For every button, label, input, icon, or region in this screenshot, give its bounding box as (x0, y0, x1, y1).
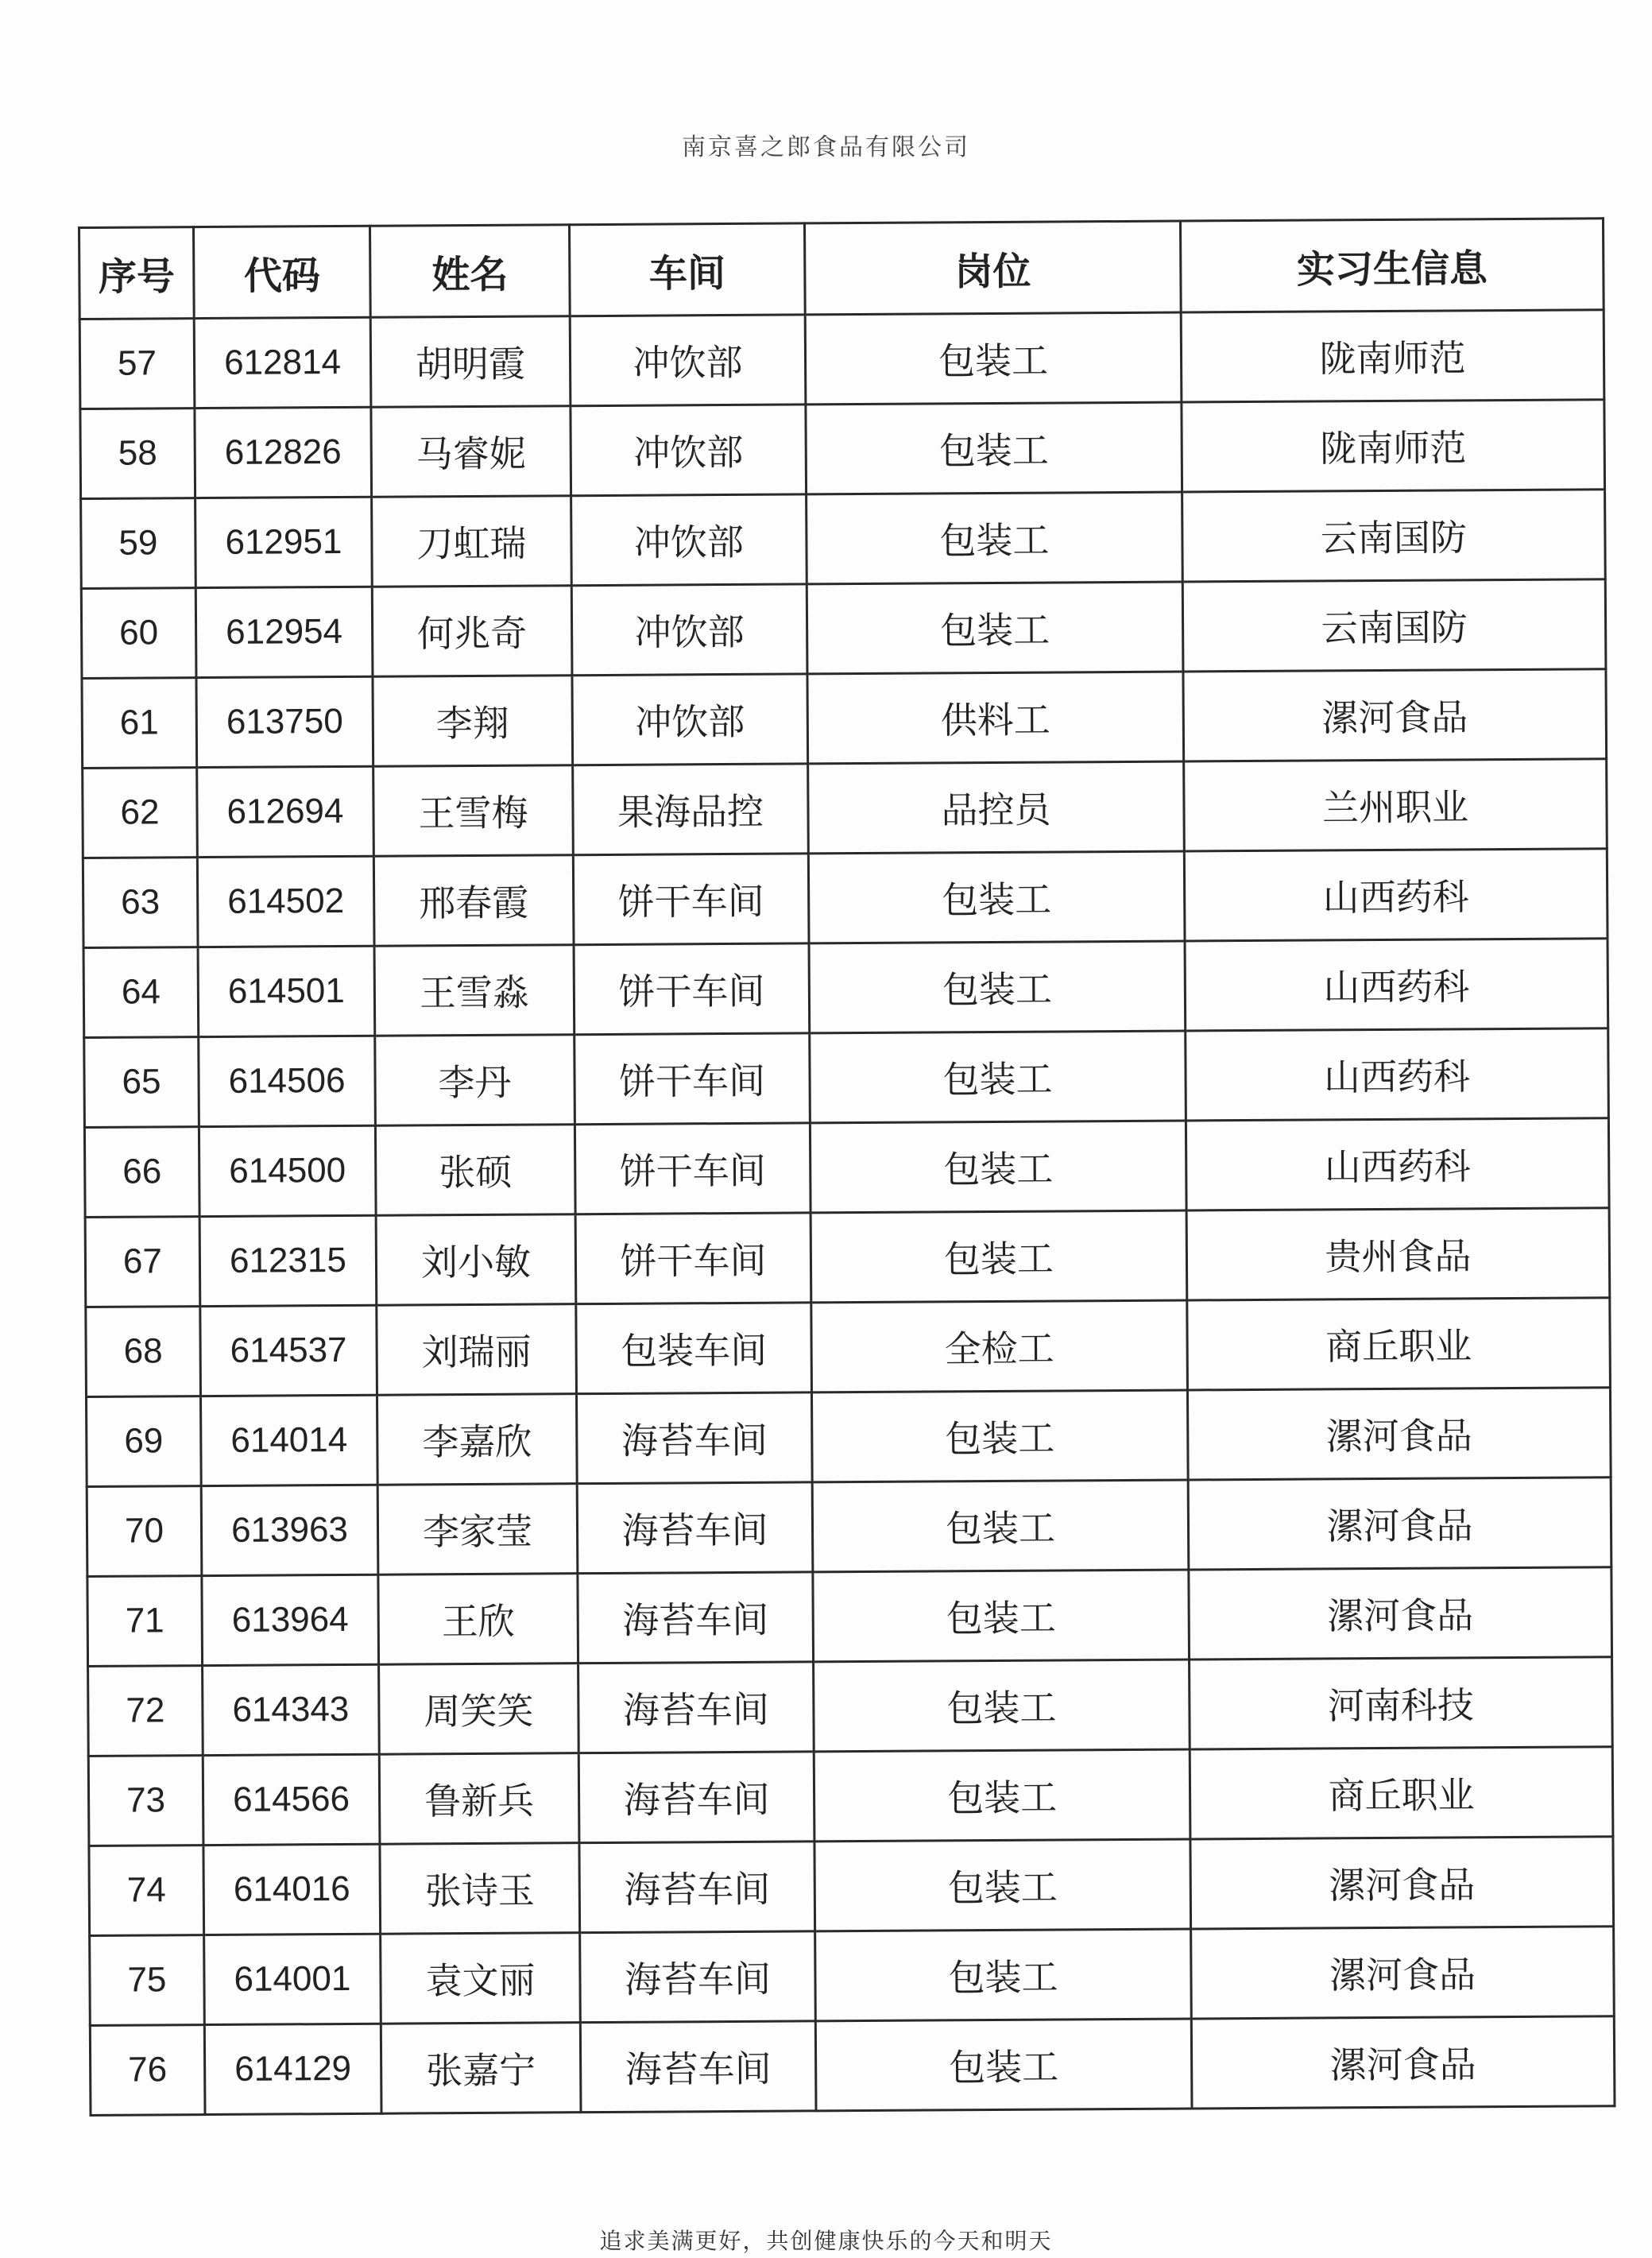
cell-name: 王欣 (378, 1574, 578, 1665)
cell-code: 614506 (199, 1036, 376, 1126)
cell-workshop: 饼干车间 (573, 854, 809, 945)
cell-intern-info: 漯河食品 (1187, 1388, 1611, 1480)
cell-position: 包装工 (805, 312, 1182, 405)
cell-intern-info: 商丘职业 (1190, 1747, 1613, 1839)
table-row (84, 1118, 1609, 1218)
header-code: 代码 (194, 226, 371, 318)
cell-name: 刘瑞丽 (377, 1304, 577, 1396)
cell-intern-info: 漯河食品 (1189, 1567, 1612, 1660)
table-row (86, 1388, 1611, 1487)
cell-name: 李翔 (373, 676, 573, 767)
header-name: 姓名 (370, 225, 571, 318)
cell-workshop: 海苔车间 (578, 1572, 814, 1663)
cell-intern-info: 山西药科 (1186, 1028, 1609, 1121)
table-row (81, 490, 1606, 589)
cell-index: 60 (81, 588, 196, 679)
cell-intern-info: 贵州食品 (1186, 1208, 1610, 1300)
cell-index: 71 (87, 1576, 203, 1667)
intern-table (78, 217, 1615, 2117)
cell-index: 64 (83, 947, 199, 1038)
cell-name: 李家莹 (377, 1484, 578, 1575)
cell-position: 包装工 (811, 1210, 1187, 1303)
cell-name: 刘小敏 (376, 1214, 576, 1306)
cell-workshop: 饼干车间 (574, 943, 810, 1035)
table-row (83, 849, 1608, 948)
table-row (90, 2016, 1615, 2116)
cell-name: 李嘉欣 (377, 1394, 577, 1485)
table-row (89, 1837, 1614, 1936)
cell-intern-info: 漯河食品 (1183, 669, 1607, 761)
table-row (85, 1208, 1610, 1307)
cell-name: 刀虹瑞 (372, 496, 572, 587)
table-row (84, 1028, 1609, 1128)
header-intern-info: 实习生信息 (1180, 219, 1604, 312)
cell-name: 鲁新兵 (379, 1753, 579, 1845)
cell-code: 613750 (196, 676, 373, 767)
cell-name: 何兆奇 (372, 586, 572, 677)
cell-intern-info: 漯河食品 (1191, 2016, 1615, 2109)
cell-code: 612951 (195, 497, 373, 587)
table-body (79, 310, 1615, 2116)
cell-workshop: 包装车间 (576, 1303, 812, 1394)
cell-position: 包装工 (810, 1121, 1186, 1213)
table-row (88, 1657, 1613, 1756)
cell-workshop: 饼干车间 (575, 1033, 811, 1125)
cell-intern-info: 山西药科 (1186, 1118, 1609, 1210)
cell-index: 58 (80, 409, 195, 499)
table-row (83, 759, 1608, 858)
cell-position: 包装工 (807, 492, 1183, 584)
cell-workshop: 冲饮部 (572, 674, 808, 765)
table-row (88, 1747, 1613, 1846)
cell-intern-info: 漯河食品 (1188, 1478, 1611, 1570)
cell-position: 包装工 (815, 1929, 1192, 2021)
cell-index: 61 (82, 678, 197, 769)
cell-position: 包装工 (809, 941, 1186, 1033)
cell-index: 66 (84, 1127, 199, 1218)
cell-position: 包装工 (806, 402, 1182, 494)
intern-table-container (78, 217, 1613, 2117)
cell-index: 62 (83, 768, 198, 858)
cell-code: 614501 (198, 946, 375, 1036)
cell-workshop: 冲饮部 (571, 405, 807, 496)
cell-code: 614537 (200, 1305, 377, 1396)
cell-intern-info: 陇南师范 (1181, 310, 1604, 402)
cell-code: 614502 (197, 856, 374, 947)
table-row (81, 579, 1606, 679)
cell-intern-info: 陇南师范 (1182, 400, 1605, 492)
cell-intern-info: 云南国防 (1182, 490, 1606, 582)
cell-name: 王雪淼 (374, 945, 575, 1036)
cell-index: 73 (88, 1756, 203, 1846)
cell-name: 袁文丽 (381, 1933, 581, 2024)
cell-intern-info: 商丘职业 (1187, 1298, 1611, 1390)
cell-workshop: 果海品控 (573, 764, 809, 855)
cell-index: 57 (79, 319, 195, 409)
cell-name: 张硕 (375, 1125, 575, 1216)
header-workshop: 车间 (569, 223, 805, 316)
cell-name: 李丹 (375, 1035, 575, 1126)
cell-code: 612814 (194, 317, 371, 408)
cell-code: 612694 (197, 766, 374, 857)
cell-workshop: 饼干车间 (575, 1213, 811, 1304)
cell-workshop: 海苔车间 (578, 1662, 814, 1753)
table-row (86, 1298, 1611, 1397)
cell-index: 76 (90, 2025, 205, 2116)
cell-index: 65 (84, 1037, 199, 1128)
header-position: 岗位 (804, 221, 1181, 315)
cell-position: 包装工 (810, 1031, 1186, 1123)
cell-index: 74 (89, 1846, 204, 1936)
cell-index: 63 (83, 858, 198, 948)
cell-name: 张嘉宁 (381, 2023, 581, 2114)
cell-position: 包装工 (813, 1570, 1190, 1662)
cell-intern-info: 河南科技 (1190, 1657, 1613, 1749)
cell-workshop: 饼干车间 (575, 1123, 811, 1214)
cell-workshop: 冲饮部 (570, 315, 806, 406)
cell-code: 614129 (204, 2024, 381, 2114)
cell-name: 张诗玉 (380, 1843, 580, 1935)
cell-position: 包装工 (812, 1480, 1189, 1572)
footer-note: 追求美满更好，共创健康快乐的今天和明天 (599, 2228, 1053, 2254)
cell-code: 612315 (199, 1215, 377, 1306)
cell-intern-info: 云南国防 (1182, 579, 1606, 672)
cell-position: 包装工 (814, 1839, 1191, 1931)
cell-index: 68 (86, 1307, 201, 1397)
cell-position: 包装工 (807, 582, 1183, 674)
cell-code: 614566 (203, 1754, 380, 1845)
cell-code: 612826 (195, 407, 372, 498)
table-row (87, 1567, 1612, 1667)
table-row (83, 939, 1608, 1038)
cell-intern-info: 兰州职业 (1184, 759, 1608, 851)
cell-index: 75 (90, 1935, 205, 2026)
cell-code: 613963 (201, 1485, 378, 1575)
cell-code: 614016 (203, 1844, 381, 1935)
cell-workshop: 海苔车间 (576, 1392, 812, 1484)
cell-index: 69 (86, 1396, 201, 1487)
cell-position: 品控员 (808, 761, 1185, 854)
cell-position: 包装工 (815, 2019, 1192, 2111)
cell-position: 全检工 (811, 1300, 1188, 1392)
cell-index: 70 (87, 1486, 202, 1577)
cell-name: 胡明霞 (370, 316, 571, 408)
cell-workshop: 冲饮部 (571, 584, 807, 676)
cell-workshop: 海苔车间 (578, 1752, 814, 1843)
cell-position: 包装工 (814, 1660, 1190, 1752)
cell-code: 614014 (200, 1395, 377, 1485)
cell-name: 邢春霞 (373, 855, 574, 947)
cell-name: 周笑笑 (379, 1663, 579, 1755)
cell-position: 包装工 (808, 851, 1185, 943)
cell-name: 马睿妮 (371, 406, 571, 498)
cell-intern-info: 山西药科 (1185, 939, 1608, 1031)
cell-index: 72 (88, 1666, 203, 1756)
cell-code: 613964 (202, 1574, 379, 1665)
table-row (80, 400, 1605, 499)
cell-position: 包装工 (811, 1390, 1188, 1482)
company-title: 南京喜之郎食品有限公司 (682, 134, 970, 161)
cell-intern-info: 山西药科 (1184, 849, 1608, 941)
table-row (87, 1478, 1611, 1577)
cell-workshop: 海苔车间 (580, 1931, 816, 2023)
cell-workshop: 冲饮部 (571, 494, 807, 586)
cell-code: 614001 (204, 1934, 381, 2024)
cell-workshop: 海苔车间 (580, 2021, 816, 2113)
cell-intern-info: 漯河食品 (1191, 1927, 1615, 2019)
cell-workshop: 海苔车间 (577, 1482, 813, 1574)
cell-position: 包装工 (814, 1749, 1190, 1842)
cell-index: 59 (81, 498, 196, 589)
cell-code: 614500 (199, 1125, 376, 1216)
cell-code: 612954 (195, 587, 373, 677)
cell-code: 614343 (203, 1664, 380, 1755)
cell-name: 王雪梅 (373, 765, 574, 857)
table-header-row (79, 219, 1604, 320)
cell-position: 供料工 (807, 672, 1184, 764)
cell-intern-info: 漯河食品 (1190, 1837, 1614, 1929)
table-row (79, 310, 1604, 409)
cell-index: 67 (85, 1217, 200, 1307)
cell-workshop: 海苔车间 (579, 1842, 815, 1933)
table-row (90, 1927, 1615, 2026)
header-index: 序号 (79, 227, 195, 320)
table-row (82, 669, 1607, 769)
